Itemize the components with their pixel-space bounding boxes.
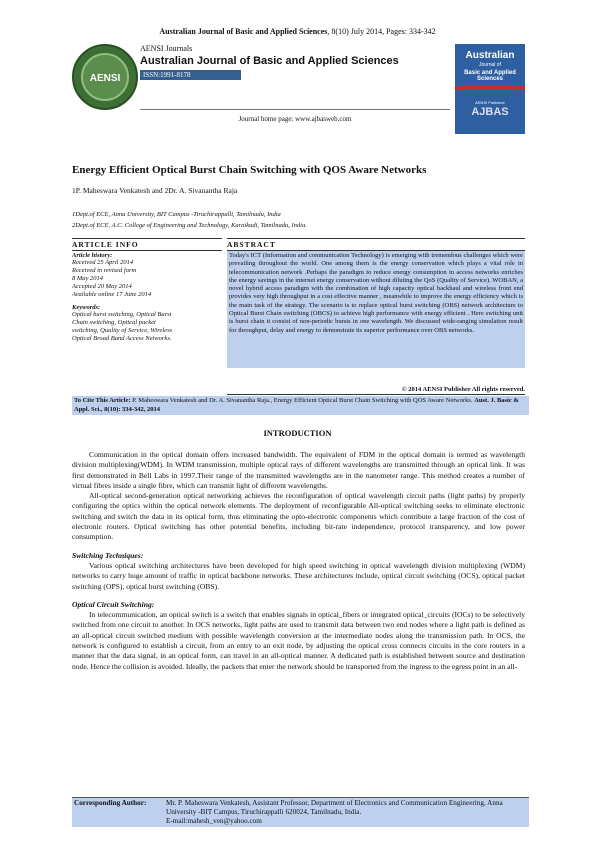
article-info-heading: ARTICLE INFO — [72, 238, 222, 251]
intro-heading: INTRODUCTION — [263, 428, 332, 438]
paragraph: Various optical switching architectures have been developed for high speed switching in optical wavelength division multiplexing (WDM) networks to carry huge amount of traffic in optical backbone networks. These architectures include, optical circuit switching (OCS), optical packet switching (OPS), optical burst switching (OBS). — [72, 560, 525, 591]
journal-homepage[interactable]: Journal home page: www.ajbasweb.com — [238, 115, 352, 123]
subheading: Optical Circuit Switching: — [72, 599, 155, 609]
copyright: © 2014 AENSI Publisher All rights reserved. — [227, 386, 525, 395]
publisher-name: AENSI Journals — [140, 44, 193, 53]
keywords-line: Chain switching, Optical packet — [72, 319, 156, 326]
corresponding-label: Corresponding Author: — [74, 799, 147, 807]
affiliation-2: 2Dept.of ECE, A.C. College of Engineering and Technology, Karaikudi, Tamilnadu, India. — [72, 222, 307, 229]
divider — [140, 109, 450, 110]
history-line: 8 May 2014 — [72, 275, 104, 282]
citation-box — [72, 396, 529, 415]
masthead — [72, 44, 525, 134]
paper-authors: 1P. Maheswara Venkatesh and 2Dr. A. Sivanantha Raja — [72, 186, 238, 195]
paper-title: Energy Efficient Optical Burst Chain Switching with QOS Aware Networks — [72, 164, 427, 176]
paragraph: In telecommunication, an optical switch is a switch that enables signals in optical_fibers or integrated optical_circuits (IOCs) to be selectively switched from one circuit to another. In OCS networks, light paths are used to transmit data between two end nodes where a light path is defined as an all-optical circuit switched medium with possible wavelength conversion at the intermediate nodes along the transmission path. In OCS, the network is configured to establish a circuit, from an entry to an exit node, by adjusting the optical cross connects circuits in the core routers in a manner that the data signal, in an optical form, can travel in an all-optical manner. A dedicated path is established between source and destination node. Hence the collision is avoided. Ideally, the packets that enter the network should be transported from the ingress to the egress point in an all- — [72, 610, 525, 671]
corresponding-text: Mr. P. Maheswara Venkatesh, Assistant Professor, Department of Electronics and Communication Engineering, Anna University -BIT Campus, Tiruchirappalli 620024, Tamilnadu, India. — [166, 799, 503, 816]
cover-line3: Basic and Applied Sciences — [464, 70, 516, 82]
journal-cover-image — [455, 44, 525, 134]
corresponding-email[interactable]: E-mail:mahesh_ven@yahoo.com — [166, 817, 262, 825]
running-details: , 8(10) July 2014, Pages: 334-342 — [327, 27, 436, 36]
corresponding-details — [166, 799, 521, 826]
journal-banner — [140, 44, 450, 80]
paragraph: All-optical second-generation optical networking achieves the reconfiguration of optical wavelength circuit paths (light paths) by properly configuring the optics within the optical network elements. The deployment of reconfigurable All-optical switching seeks to eliminate electronic switching and switch the data in its optical form, thus eliminating the opto-electronic components which contribute a large fraction of the cost of electronic routers. Optical switching has other potential benefits, including bit-rate independence, protocol transparency, and low power consumption. — [72, 491, 525, 542]
logo-text: AENSI — [89, 73, 121, 84]
history-line: Received in revised form — [72, 267, 137, 274]
keywords-label: Keywords: — [72, 304, 101, 311]
keywords-line: switching, Quality of Service, Wireless — [72, 327, 173, 334]
body-text — [72, 450, 525, 672]
journal-title: Australian Journal of Basic and Applied Sciences — [140, 55, 399, 67]
subheading: Switching Techniques: — [72, 550, 144, 560]
paragraph: Communication in the optical domain offers increased bandwidth. The equivalent of FDM in the optical domain is termed as wavelength division multiplexing(WDM). In WDM transmission, multiple optical rays of different wavelengths are transmitted through an optical link. It was first demonstrated in Bell Labs in 1997.Their range of the transmitted wavelengths are in the nanometer range. This method creates a number of virtual fibres inside a single fibre, which can transmit light of different wavelengths. — [72, 450, 525, 490]
corresponding-author — [72, 797, 529, 827]
cover-line1: Australian — [465, 50, 515, 61]
article-info — [72, 238, 222, 343]
cover-line2: Journal of — [479, 62, 501, 68]
keywords-line: Optical Broad Band Access Networks. — [72, 335, 172, 342]
abstract — [227, 238, 525, 368]
citation-text: P. Maheswara Venkatesh and Dr. A. Sivanantha Raja., Energy Efficient Optical Burst Chain Switching with QOS Aware Networks. — [130, 397, 475, 404]
citation-journal: Aust. J. Basic & Appl. Sci., 8(10): 334-342, 2014 — [74, 397, 519, 413]
running-journal: Australian Journal of Basic and Applied Sciences — [159, 27, 328, 36]
history-line: Received 25 April 2014 — [72, 259, 134, 266]
abstract-heading: ABSTRACT — [227, 238, 525, 251]
running-header — [0, 27, 595, 36]
affiliation-1: 1Dept.of ECE, Anna University, BIT Campus -Tiruchirappalli, Tamilnadu, India — [72, 211, 281, 218]
cover-line4: AENSI Publisher — [475, 100, 505, 105]
cover-bar — [455, 86, 525, 90]
abstract-text: Today's ICT (Information and communication Technology) is emerging with tremendous challenges which were prevailing throughout the world. One among them is the energy conservation which plays a vital role in telecommunication network .Perhaps the paradigm to reduce energy consumption in access networks enriches the energy savings in the internet energy conservation without diluting the QoS (Quality of Service). WOBAN, a novel hybrid access paradigm with the combination of high capacity optical backhaul and wireless front end provides very high throughput in a cost effective manner , meanwhile to improve the energy efficiency which is the main task of the strategy. The scenario is to replace optical burst switching (OBS) network architecture to Optical Burst Chain switching (OBCS) to achieve high performance with energy efficient . Here switching unit is burst chain it consist of non-periodic bursts in one wavelength. We discussed wide-ranging simulation result for throughput, delay and energy to demonstrate its superior performance over OBS networks. — [227, 251, 525, 368]
affiliations — [72, 209, 307, 231]
history-label: Article history: — [72, 252, 113, 259]
citation-label: To Cite This Article: — [74, 397, 131, 404]
history-line: Accepted 20 May 2014 — [72, 283, 132, 290]
keywords-line: Optical burst switching, Optical Burst — [72, 311, 172, 318]
cover-line5: AJBAS — [471, 106, 509, 118]
aensi-logo — [72, 44, 138, 110]
history-line: Available online 17 June 2014 — [72, 291, 152, 298]
issn-badge: ISSN:1991-8178 — [140, 70, 241, 80]
